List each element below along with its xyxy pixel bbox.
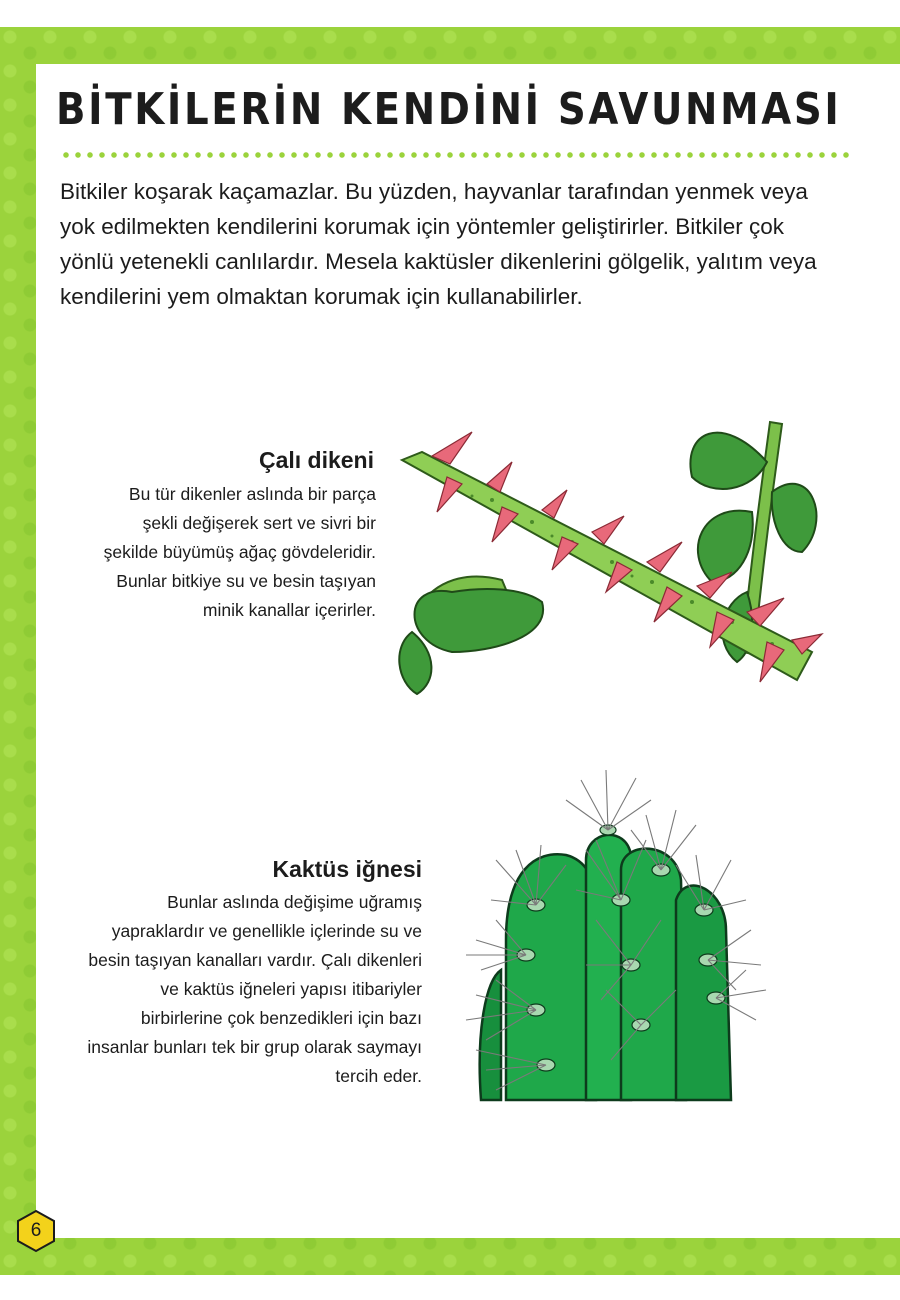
section-text-bramble: Bu tür dikenler aslında bir parça şekli değişerek sert ve sivri bir şekilde büyümüş ağaç gövdeleridir. Bunlar bitkiye su ve besin taşıyan minik kanallar içerirler. [103,484,376,620]
page-number-badge [14,1209,58,1253]
section-title-cactus: Kaktüs iğnesi [272,856,422,882]
page-title: BİTKİLERİN KENDİNİ SAVUNMASI [56,84,842,135]
dotted-divider [60,152,852,158]
bramble-stem-illustration [392,402,832,712]
section-text-cactus: Bunlar aslında değişime uğramış yapraklardır ve genellikle içlerinde su ve besin taşıyan kanalları vardır. Çalı dikenleri ve kaktüs iğneleri yapısı itibariyler birbirlerine çok benzedikleri için bazı insanlar bunları tek bir grup olarak saymayı tercih eder. [87,892,422,1086]
page-number: 6 [30,1220,42,1241]
cactus-illustration [436,770,776,1110]
intro-paragraph: Bitkiler koşarak kaçamazlar. Bu yüzden, hayvanlar tarafından yenmek veya yok edilmekten kendilerini korumak için yöntemler geliştirirler. Bitkiler çok yönlü yetenekli canlılardır. Mesela kaktüsler dikenlerini gölgelik, yalıtım veya kendilerini yem olmaktan korumak için kullanabilirler. [60,179,817,309]
section-title-bramble: Çalı dikeni [258,447,374,473]
